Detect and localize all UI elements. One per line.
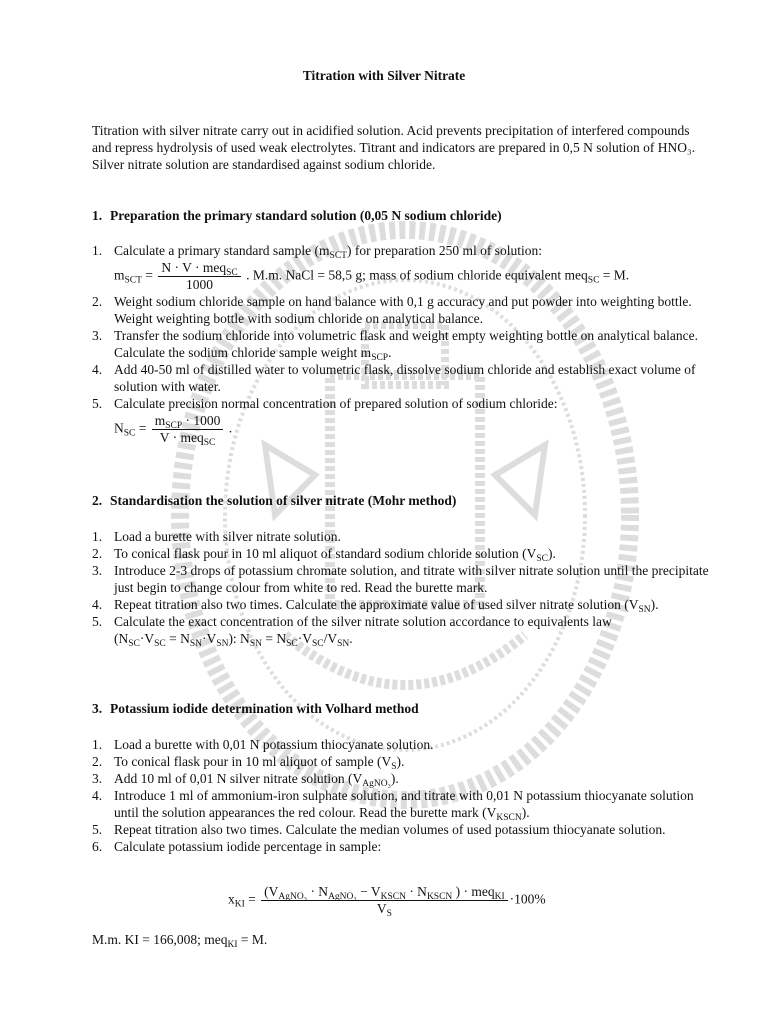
list-item: 5. Calculate the exact concentration of the silver nitrate solution accordance to equivalents law $(N_{SC}\cdot V_{SC} = N_{SN}\cdot V_{SN})$: $N_{SN} = N_{SC}\cdot V_{SC}/V_{SN}$. <box>92 614 612 649</box>
list-item: 2. Weight sodium chloride sample on hand balance with 0,1 g accuracy and put powder into weighting bottle. Weight weighting bottle with sodium chloride on analytical balance. <box>92 294 692 326</box>
normal-concentration-formula: $N_{SC}$ = $\frac{m_{SCP} \cdot 1000}{V \cdot meq_{SC}}$ . <box>114 413 233 448</box>
list-item: 1. Calculate a primary standard sample $(m_{SCT})$ for preparation 250 ml of solution: $m_{SCT}$ = $\frac{N \cdot V \cdot meq_{SC}}{1000}$ . M.m. NaCl = 58,5 g; mass of sodium chloride equivalent meq$_{SC}$ = M. <box>92 242 714 293</box>
list-item: 1. Load a burette with 0,01 N potassium thiocyanate solution. <box>92 737 434 752</box>
list-item: 3. Add 10 ml of 0,01 N silver nitrate solution $(V_{AgNO_3})$. <box>92 771 399 789</box>
section-3-heading: 3. Potassium iodide determination with Volhard method <box>92 701 419 716</box>
list-item: 6. Calculate potassium iodide percentage in sample: <box>92 839 382 854</box>
section-1-steps <box>92 242 714 446</box>
list-item: 3. Introduce 2-3 drops of potassium chromate solution, and titrate with silver nitrate solution until the precipitate just begin to change colour from white to red. Read the burette mark. <box>92 563 709 595</box>
list-item: 2. To conical flask pour in 10 ml aliquot of standard sodium chloride solution $(V_{SC})$. <box>92 546 556 564</box>
sodium-chloride-sample-formula: $m_{SCT}$ = $\frac{N \cdot V \cdot meq_{SC}}{1000}$ . M.m. NaCl = 58,5 g; mass of sodium chloride equivalent meq$_{SC}$ = M. <box>114 260 630 292</box>
document-title: Titration with Silver Nitrate <box>302 68 466 83</box>
section-2-heading: 2. Standardisation the solution of silver nitrate (Mohr method) <box>92 493 457 508</box>
list-item: 5. Calculate precision normal concentration of prepared solution of sodium chloride: $N_{SC}$ = $\frac{m_{SCP} \cdot 1000}{V \cdot meq_{SC}}$ . <box>92 395 714 446</box>
section-3-steps <box>92 736 714 855</box>
list-item: 2. To conical flask pour in 10 ml aliquot of sample $(V_S)$. <box>92 754 405 772</box>
list-item: 3. Transfer the sodium chloride into volumetric flask and weight empty weighting bottle on analytical balance. Calculate the sodium chloride sample weight $m_{SCP}$. <box>92 328 698 363</box>
section-2-steps <box>92 528 714 647</box>
list-item: 4. Add 40-50 ml of distilled water to volumetric flask, dissolve sodium chloride and establish exact volume of solution with water. <box>92 362 696 394</box>
list-item: 4. Repeat titration also two times. Calculate the approximate value of used silver nitrate solution $(V_{SN})$. <box>92 597 659 615</box>
list-item: 5. Repeat titration also two times. Calculate the median volumes of used potassium thiocyanate solution. <box>92 822 666 837</box>
list-item: 4. Introduce 1 ml of ammonium-iron sulphate solution, and titrate with 0,01 N potassium thiocyanate solution until the solution appearances the red colour. Read the burette mark $(V_{KSCN})$. <box>92 788 694 823</box>
intro-paragraph: Titration with silver nitrate carry out in acidified solution. Acid prevents precipitation of interfered compounds and repress hydrolysis of used weak electrolytes. Titrant and indicators are prepared in 0,5 N solution of HNO₃. Silver nitrate solution are standardised against sodium chloride. <box>92 123 696 172</box>
list-item: 1. Load a burette with silver nitrate solution. <box>92 529 341 544</box>
potassium-iodide-percentage-formula: $x_{KI}$ = $\frac{(V_{AgNO_3} \cdot N_{AgNO_3} - V_{KSCN} \cdot N_{KSCN} ) \cdot meq_{KI}}{V_S}$ ·100% <box>228 884 546 919</box>
molar-mass-note: M.m. KI = 166,008; meq$_{KI}$ = M. <box>92 932 268 950</box>
section-1-heading: 1. Preparation the primary standard solution (0,05 N sodium chloride) <box>92 208 502 223</box>
